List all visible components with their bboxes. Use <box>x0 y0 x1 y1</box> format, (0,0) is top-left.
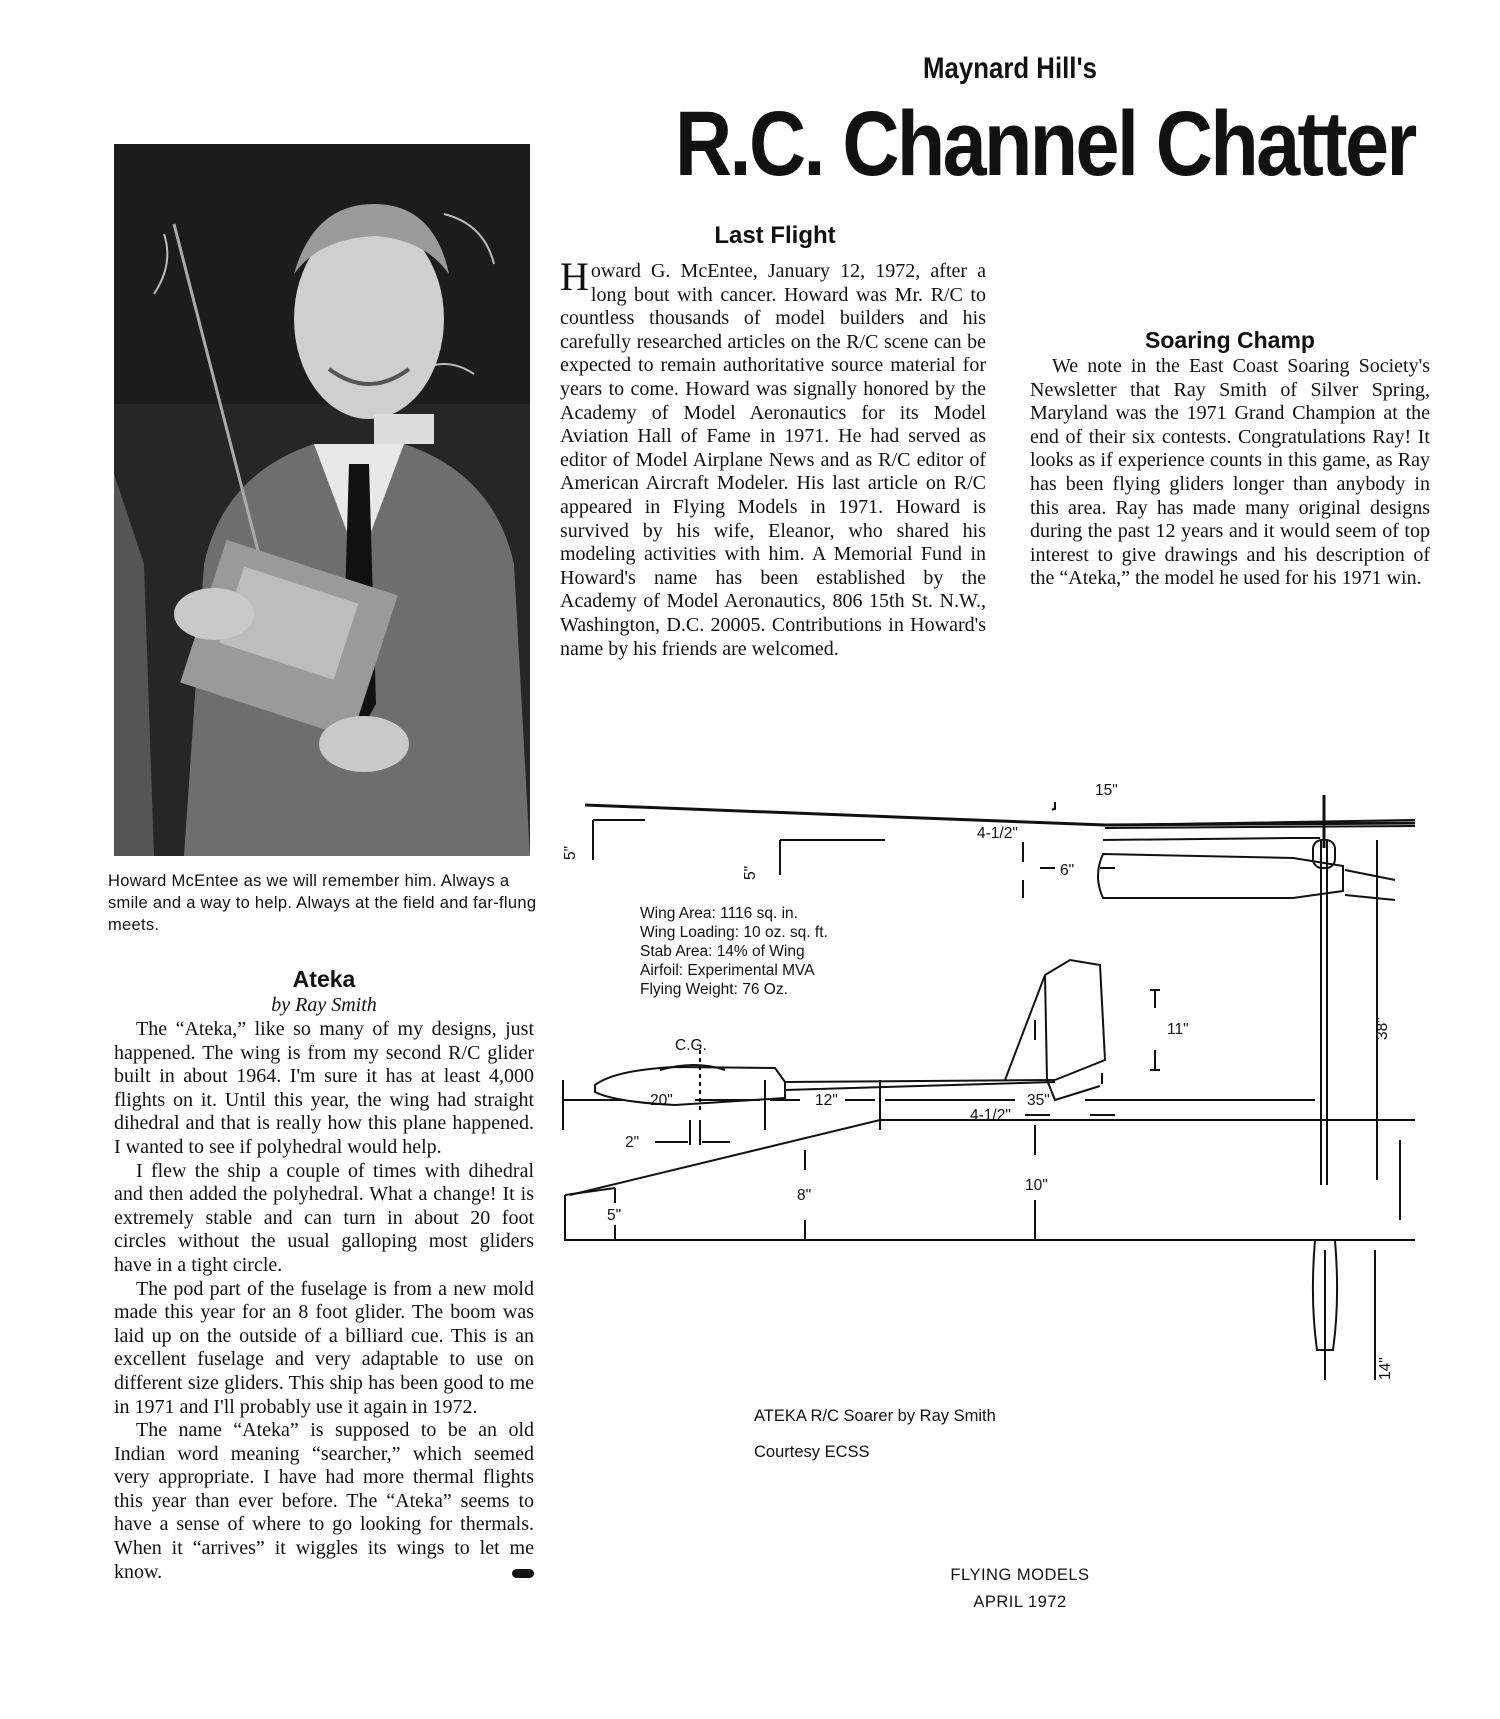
ateka-paragraph-text: The name “Ateka” is supposed to be an old Indian word meaning “searcher,” which seemed very appropriate. I have had more thermal flights this year than ever before. The “Ateka” seems to have a sense of where to go looking for thermals. When it “arrives” it wiggles its wings to let me know. <box>114 1419 534 1583</box>
dim-6in: 6" <box>1060 862 1075 879</box>
column-kicker: Maynard Hill's <box>923 52 1097 85</box>
spec-wing-area: Wing Area: 1116 sq. in. <box>640 905 798 922</box>
dim-20in: 20" <box>650 1092 673 1109</box>
last-flight-text: oward G. McEntee, January 12, 1972, after a long bout with cancer. Howard was Mr. R/C to countless thousands of model builders and his carefully researched articles on the R/C scene can be expected to remain authoritative source material for years to come. Howard was signally honored by the Academy of Model Aeronautics for its Model Aviation Hall of Fame in 1971. He had served as editor of Model Airplane News and as R/C editor of American Aircraft Modeler. His last article on R/C appeared in Flying Models in 1971. Howard is survived by his wife, Eleanor, who shared his modeling activities with him. A Memorial Fund in Howard's name has been established by the Academy of Model Aeronautics, 806 15th St. N.W., Washington, D.C. 20005. Contributions in Howard's name by his friends are welcomed. <box>560 260 986 660</box>
drop-cap: H <box>560 254 589 299</box>
dim-15in: 15" <box>1095 782 1118 799</box>
end-mark-icon <box>512 1569 534 1578</box>
dim-11in: 11" <box>1167 1021 1189 1038</box>
spec-stab-area: Stab Area: 14% of Wing <box>640 943 805 960</box>
cg-label: C.G. <box>675 1037 707 1054</box>
last-flight-article <box>560 254 986 661</box>
dim-4-1-2in-b: 4-1/2" <box>970 1107 1011 1124</box>
dim-5in-c: 5" <box>607 1207 622 1224</box>
dim-5in-b: 5" <box>742 865 759 880</box>
soaring-champ-text: We note in the East Coast Soaring Society's Newsletter that Ray Smith of Silver Spring, Maryland was the 1971 Grand Champion at the end of their six contests. Congratulations Ray! It looks as if experience counts in this game, as Ray has been flying gliders longer than anybody in this area. Ray has made many original designs during the past 12 years and it would seem of top interest to give drawings and his description of the “Ateka,” the model he used for his 1971 win. <box>1030 355 1430 590</box>
spec-wing-loading: Wing Loading: 10 oz. sq. ft. <box>640 924 828 941</box>
drawing-caption: ATEKA R/C Soarer by Ray Smith <box>754 1407 996 1425</box>
spec-list <box>640 904 828 999</box>
ateka-paragraph <box>114 1419 534 1584</box>
spec-flying-weight: Flying Weight: 76 Oz. <box>640 981 788 998</box>
drawing-credit: Courtesy ECSS <box>754 1443 870 1461</box>
dim-38in: 38" <box>1374 1017 1391 1040</box>
dim-4-1-2in-a: 4-1/2" <box>977 825 1018 842</box>
soaring-champ-heading: Soaring Champ <box>1145 327 1315 353</box>
ateka-article <box>114 1018 534 1584</box>
photo-illustration <box>114 144 530 856</box>
last-flight-heading: Last Flight <box>714 222 836 249</box>
dim-2in: 2" <box>625 1134 640 1151</box>
dim-12in: 12" <box>815 1092 838 1109</box>
issue-date: APRIL 1972 <box>973 1593 1067 1611</box>
photo-caption: Howard McEntee as we will remember him. Always a smile and a way to help. Always at the field and far-flung meets. <box>108 872 537 934</box>
ateka-paragraph: The “Ateka,” like so many of my designs, just happened. The wing is from my second R/C glider built in about 1964. I'm sure it has at least 4,000 flights on it. Until this year, the wing had straight dihedral and that is really how this plane happened. I wanted to see if polyhedral would help. <box>114 1018 534 1158</box>
dim-5in-a: 5" <box>562 845 579 860</box>
dim-35in: 35" <box>1027 1092 1050 1109</box>
dim-8in: 8" <box>797 1187 812 1204</box>
ateka-byline: by Ray Smith <box>271 994 377 1016</box>
magazine-name: FLYING MODELS <box>950 1566 1090 1584</box>
mcentee-photo <box>114 144 530 856</box>
spec-airfoil: Airfoil: Experimental MVA <box>640 962 815 979</box>
ateka-heading: Ateka <box>292 966 356 992</box>
column-masthead: R.C. Channel Chatter <box>675 93 1415 195</box>
dim-10in: 10" <box>1025 1177 1048 1194</box>
page-footer <box>900 1562 1140 1616</box>
ateka-paragraph: I flew the ship a couple of times with dihedral and then added the polyhedral. What a change! It is extremely stable and can turn in about 20 foot circles without the usual galloping most gliders have in a tight circle. <box>114 1159 534 1276</box>
dim-14in: 14" <box>1377 1357 1394 1380</box>
ateka-paragraph: The pod part of the fuselage is from a new mold made this year for an 8 foot glider. The boom was laid up on the outside of a billiard cue. This is an excellent fuselage and very adaptable to use on different size gliders. This ship has been good to me in 1971 and I'll probably use it again in 1972. <box>114 1277 534 1418</box>
ateka-plan-drawing <box>555 780 1435 1500</box>
